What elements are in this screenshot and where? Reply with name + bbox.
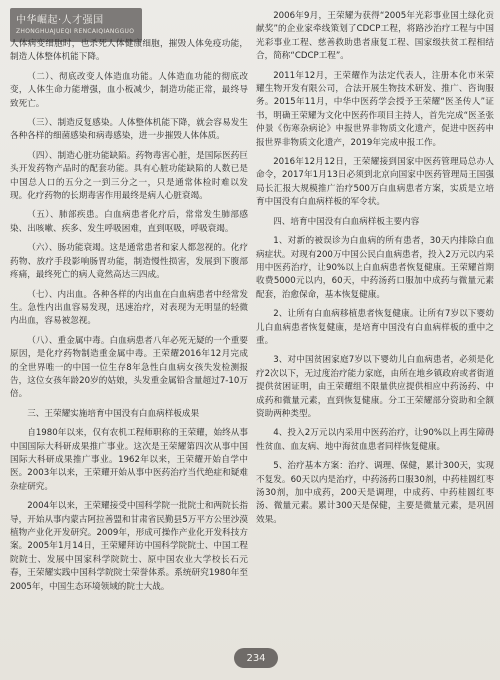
paragraph: 2004年以来，王荣耀接受中国科学院一批院士和两院长指导，开始从事内蒙古阿拉善盟和甘肃省民勤县5万平方公里沙漠植物产业化开发研究。2009年，形成可操作产业化开发科技方案。2005年1月14日，王荣耀拜访中国科学院院士、中国工程院院士、发展中国家科学院院士、原中国农业大学校长石元春，王荣耀实践中国科学院院士荣誉体系。系统研究1980年至2005年，中国生态环境领域的院士大战。 [10,501,248,592]
paragraph: 2011年12月，王荣耀作为法定代表人，注册本化市米荣耀生物开发有限公司，合法开展生物技术研发、推广、咨询服务。2015年11月，中华中医药学会授予王荣耀“医圣传人”证书，明确王荣耀为文化中医药作项目主持人，首先完成“医圣张仲景《伤寒杂病论》申报世界非物质文化遗产，促进中医药申报世界非物质文化遗产，2019年完成申报工作。 [256,70,494,148]
page-number: 234 [246,652,266,664]
paragraph: （二）、彻底改变人体造血功能。人体造血功能的彻底改变，人体生命力能增强，血小板减少，制造功能正常，最终导致死亡。 [10,71,248,109]
paragraph: 自1980年以来，仅有农机工程师职称的王荣耀，始终从事中国国际大科研成果推广事业。这次是王荣耀第四次从事中国国际大科研成果推广事业。1962年以来，王荣耀开始自学中医。2003年以来，王荣耀开始从事中医药治疗当代绝症和疑难杂症研究。 [10,428,248,492]
list-item: 5、治疗基本方案：治疗、调理、保健，累计300天，实现不复发。60天以内是治疗，中药汤药口服30剂，中药桂圆红枣汤30剂，加中成药，200天是调理，中成药、中药桂圆红枣汤、微量元素。累计300天是保健，主要是微量元素，是巩固效果。 [256,461,494,525]
paragraph: （八）、重金属中毒。白血病患者八年必死无疑的一个重要原因，是化疗药物制造重金属中毒。王荣耀2016年12月完成的全世界唯一的中国一位生存8年急性白血病女孩失发检测报告，这位女孩年龄20岁的姑娘，头发重金属铅含量超过7-10万倍。 [10,335,248,400]
section-heading: 四、培育中国没有白血病样板主要内容 [273,216,420,227]
header-title: 中华崛起·人才强国 [16,15,104,26]
list-item: 1、对新的被误诊为白血病的所有患者，30天内排除白血病症状。对现有200万中国公民白血病患者，投入2万元以内采用中医药治疗，让90%以上白血病患者恢复健康。王荣耀首期收费5000元以内，60天，中药汤药口服加中成药与微量元素配套，治愈保命，基本恢复健康。 [256,236,494,300]
right-column [256,10,494,638]
page-number-badge [234,648,278,668]
header-subtitle: ZHONGHUAJUEQI RENCAIQIANGGUO [16,28,135,35]
paragraph: 人体病变细胞时，也杀死人体健康细胞，摧毁人体免疫功能，制造人体整体机能下降。 [10,39,248,63]
list-item: 2、让所有白血病移植患者恢复健康。让所有7岁以下婴幼儿白血病患者恢复健康，是培育中国没有白血病样板的重中之重。 [256,309,494,346]
page-header-banner [10,8,142,42]
paragraph: （五）、肺部疾患。白血病患者化疗后，常常发生肺部感染、出咳嗽、疾多、发生呼吸困难，直到呕吸，呼吸衰竭。 [10,210,248,234]
paragraph: （三）、制造反复感染。人体整体机能下降，就会容易发生各种各样的细菌感染和病毒感染，进一步摧毁人体体质。 [10,118,248,142]
section-heading: 三、王荣耀实施培育中国没有白血病样板成果 [27,408,200,419]
left-column [10,38,248,638]
paragraph: 2006年9月，王荣耀为获得“2005年光彩事业国土绿化贡献奖”的企业家牵线策划了CDCP工程，将路沙治疗工程与中国光彩事业工程、慈善救助患者康复工程、国家级扶贫工程相结合，简称“CDCP工程”。 [256,11,494,62]
list-item: 3、对中国贫困家庭7岁以下婴幼儿白血病患者，必须是化疗2次以下，无过度治疗能力家庭，由所在地乡镇政府或者街道提供贫困证明，由王荣耀组不限量供应提供相应中药汤药、中成药和微量元素，直到恢复健康。分工王荣耀部分资助和全额资助两种类型。 [256,355,494,419]
list-item: 4、投入2万元以内采用中医药治疗，让90%以上再生障碍性贫血、血友病、地中海贫血患者同样恢复健康。 [256,428,494,452]
paragraph: 2016年12月12日，王荣耀接到国家中医药管理局总办人命令，2017年1月13日必须到北京向国家中医药管理局王国强局长汇报大规模推广治疗500万白血病患者方案，实质是立培育中国没有白血病样板的军令状。 [256,157,494,208]
paragraph: （七）、内出血。各种各样的内出血在白血病患者中经常发生。急性内出血容易发现，迅速治疗，对表现为无明显的轻微内出血，容易被忽视。 [10,289,248,327]
paragraph: （六）、肠功能衰竭。这是通常患者和家人都忽视的。化疗药物、放疗手段影响肠胃功能，制造慢性损害，发展到下腹部疼痛，最终死亡的病人竟然高达三四成。 [10,243,248,281]
paragraph: （四）、制造心脏功能缺陷。药物毒害心脏，是国际医药巨头开发药物产品时的配套功能。具有心脏功能缺陷的人数已是中国总人口的五分之一到三分之一，只是通常体检时难以发现。化疗药物的长期毒害作用最终是病人心脏衰竭。 [10,150,248,202]
